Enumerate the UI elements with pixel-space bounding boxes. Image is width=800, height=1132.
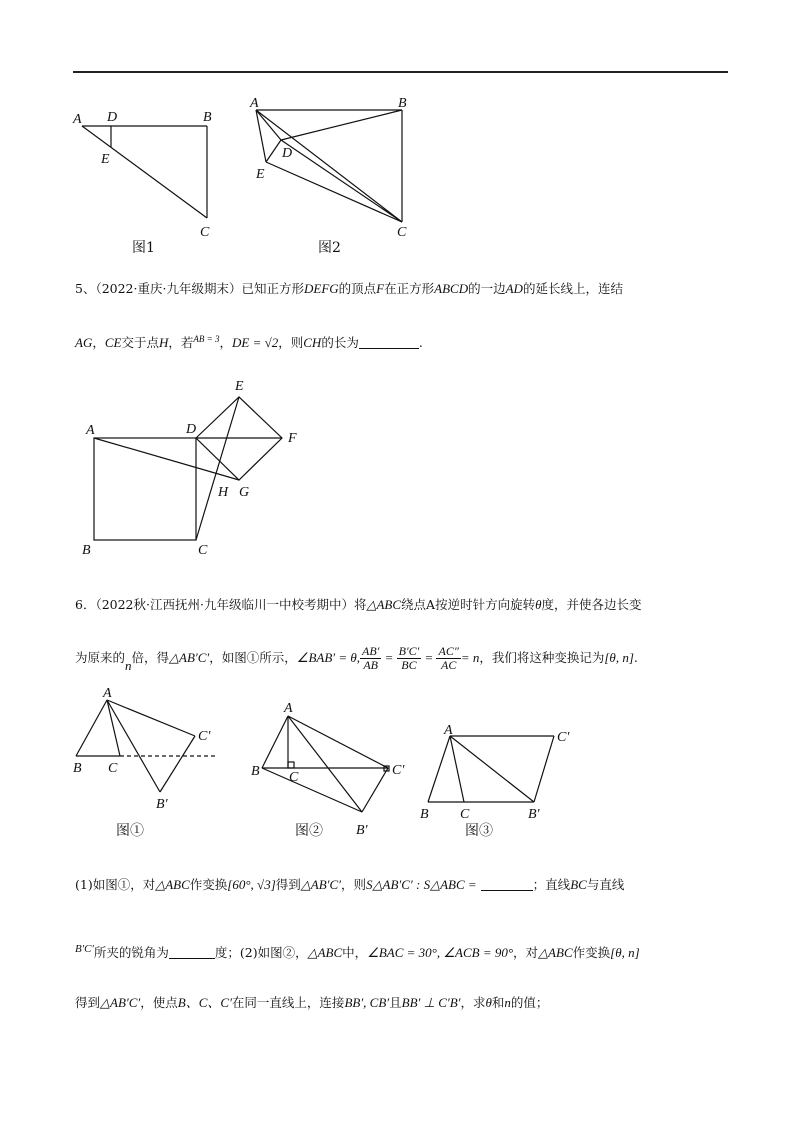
q6-angles: ∠BAC = 30°, ∠ACB = 90° xyxy=(367,945,514,960)
q6-math: B′C′ xyxy=(75,943,94,955)
figure-2 xyxy=(249,96,407,256)
q6-text: (1)如图①，对 xyxy=(75,877,156,892)
q6-frac-1 xyxy=(360,645,381,672)
q6-math: △ABC xyxy=(538,945,573,960)
q5-text: 在正方形 xyxy=(384,281,435,296)
q6f3-caption: 图③ xyxy=(465,823,493,839)
q5-math: ABCD xyxy=(434,281,469,296)
fig2-caption: 图2 xyxy=(318,240,341,256)
q5-label-h: H xyxy=(218,485,229,500)
q6-transform: [θ, n] xyxy=(610,945,640,960)
q5-label-c: C xyxy=(198,543,208,558)
q6-math: BC xyxy=(570,877,587,892)
q5-label-f: F xyxy=(288,431,297,446)
q6-text: . xyxy=(633,650,638,665)
q6-math: BB′, CB′ xyxy=(344,995,390,1010)
q5-label-e: E xyxy=(235,379,244,394)
q6-frac-3 xyxy=(436,645,460,672)
q5-text: ，若 xyxy=(168,335,194,350)
q6f1-label-b: B xyxy=(73,761,82,776)
q5-math: CE xyxy=(104,335,122,350)
q6-text: 且 xyxy=(389,995,402,1010)
q6f3-label-c: C xyxy=(460,807,470,822)
figure-1 xyxy=(72,110,212,256)
q6-part2-line xyxy=(75,994,548,1012)
q5-math: DEFG xyxy=(303,281,339,296)
frac-den: AB xyxy=(363,658,379,672)
q6-math: n xyxy=(125,658,132,673)
q5-text: ， xyxy=(92,335,105,350)
q5-text: 已知正方形 xyxy=(241,281,304,296)
q5-math: AG xyxy=(75,335,93,350)
q6-math: △ABC xyxy=(366,597,402,612)
q6-text: 作变换 xyxy=(572,945,611,960)
q6f1-label-c1: C′ xyxy=(198,729,211,744)
fig2-label-c: C xyxy=(397,225,407,240)
q6-text: 所夹的锐角为 xyxy=(93,945,169,960)
q6-text: 度；(2)如图②， xyxy=(214,945,308,960)
q6-text: 度，并使各边长变 xyxy=(541,597,642,612)
fig1-label-d: D xyxy=(107,110,118,125)
q5-math: H xyxy=(159,335,169,350)
q6-math: θ xyxy=(535,597,542,612)
q6-frac-2 xyxy=(397,645,422,672)
q6-text: ，我们将这种变换记为 xyxy=(479,650,605,665)
q6-source: （2022秋·江西抚州·九年级临川一中校考期中） xyxy=(95,597,354,612)
q6-text: ，如图①所示， xyxy=(209,650,297,665)
q5-math: AD xyxy=(505,281,523,296)
q6-text: ，则 xyxy=(341,877,367,892)
q6-math: △AB′C′ xyxy=(300,877,342,892)
q6-math: △ABC xyxy=(155,877,190,892)
q5-source: （2022·重庆·九年级期末） xyxy=(95,281,242,296)
q5-label-g: G xyxy=(239,485,250,500)
q5-text: 交于点 xyxy=(121,335,159,350)
figure-q5 xyxy=(82,379,297,558)
fig1-label-c: C xyxy=(200,225,210,240)
q5-text: 的延长线上，连结 xyxy=(522,281,623,296)
q6f2-caption: 图② xyxy=(295,823,323,839)
q6f2-label-a: A xyxy=(284,701,293,716)
q5-label-a: A xyxy=(86,423,95,438)
q6f3-label-a: A xyxy=(444,723,453,738)
q6-math: △AB′C′ xyxy=(100,995,141,1010)
q6-text: 在同一直线上，连接 xyxy=(231,995,345,1010)
q6-math: θ xyxy=(485,995,492,1010)
q6-text: 和 xyxy=(491,995,505,1010)
q6-answer-blank-1[interactable] xyxy=(481,878,533,891)
q6f3-label-b1: B′ xyxy=(528,807,540,822)
figure-q6-3 xyxy=(420,723,570,839)
q6-text: 与直线 xyxy=(586,877,625,892)
fig2-label-d: D xyxy=(282,146,293,161)
q6f2-label-b1: B′ xyxy=(356,823,368,838)
q6-text: 得到 xyxy=(75,995,101,1010)
fig2-label-a: A xyxy=(250,96,259,111)
q6f3-label-b: B xyxy=(420,807,429,822)
q6f2-label-b: B xyxy=(251,764,260,779)
q6-math: n xyxy=(504,995,511,1010)
q6-math: △AB′C′ xyxy=(169,650,210,665)
q5-line-1 xyxy=(75,280,623,298)
frac-num: AB′ xyxy=(362,644,380,658)
q6-text: 中， xyxy=(342,945,368,960)
q5-number: 5、 xyxy=(75,281,96,296)
q5-math: CH xyxy=(303,335,322,350)
q6f1-label-b1: B′ xyxy=(156,797,168,812)
q6-line-1 xyxy=(75,596,641,614)
q6-number: 6． xyxy=(75,597,96,612)
figure-q6-1 xyxy=(73,686,216,839)
fig2-label-e: E xyxy=(256,167,265,182)
q6f1-label-c: C xyxy=(108,761,118,776)
q5-ab-eq: AB = 3 xyxy=(193,334,220,344)
q6-answer-blank-2[interactable] xyxy=(169,946,215,959)
q6-math: BB′ ⊥ C′B′ xyxy=(401,995,461,1010)
q5-line-2 xyxy=(75,330,423,352)
frac-den: BC xyxy=(401,658,417,672)
q6-text: ，使点 xyxy=(140,995,178,1010)
q5-text: 的一边 xyxy=(468,281,506,296)
frac-num: AC″ xyxy=(438,644,459,658)
q6-text: 绕点A按逆时针方向旋转 xyxy=(401,597,536,612)
q5-text: 的顶点 xyxy=(338,281,377,296)
q6-text: 的值； xyxy=(510,995,549,1010)
q6f1-label-a: A xyxy=(103,686,112,701)
fig1-label-b: B xyxy=(203,110,212,125)
q6-part1-line-2 xyxy=(75,940,640,962)
q6f2-label-c1: C′ xyxy=(392,763,405,778)
q6f3-label-c1: C′ xyxy=(557,730,570,745)
q5-math: F xyxy=(376,281,385,296)
q6-ratio: S△AB′C′ : S△ABC = xyxy=(366,877,477,892)
frac-den: AC xyxy=(440,658,457,672)
q6-text: ，对 xyxy=(513,945,539,960)
q6-math: △ABC xyxy=(307,945,343,960)
q5-text: ，则 xyxy=(278,335,304,350)
figure-q6-2 xyxy=(251,701,405,839)
q5-text: . xyxy=(418,335,423,350)
q6-math: B、C、C′ xyxy=(177,995,232,1010)
fig1-label-a: A xyxy=(73,112,82,127)
q5-text: ， xyxy=(219,335,232,350)
q5-text: 的长为 xyxy=(321,335,359,350)
q6f1-caption: 图① xyxy=(116,823,144,839)
q6-part1-line-1 xyxy=(75,876,624,894)
q6f2-label-c: C xyxy=(289,770,299,785)
q6-text: 将 xyxy=(353,597,367,612)
frac-num: B′C′ xyxy=(398,644,420,658)
q6-text: 倍，得 xyxy=(131,650,170,665)
q5-label-d: D xyxy=(186,422,197,437)
q6-text: ；直线 xyxy=(532,877,571,892)
q6-line-2: 为原来的n倍，得△AB′C′，如图①所示，∠BAB′ = θ, $\frac{AB'}{AB}$ = $\frac{B'C'}{BC}$ = $\frac{AC''}{AC}$ = n，我们将这种变换记为[θ, n]. xyxy=(75,644,638,673)
q6-transform: [60°, √3] xyxy=(227,877,276,892)
q5-answer-blank[interactable] xyxy=(359,336,419,349)
q6-text: 作变换 xyxy=(189,877,228,892)
q6-angle: ∠BAB′ = θ, xyxy=(296,650,361,665)
q6-text: 为原来的 xyxy=(75,650,126,665)
q6-math: = n xyxy=(460,650,480,665)
fig1-caption: 图1 xyxy=(132,240,155,256)
q6-notation: [θ, n] xyxy=(604,650,634,665)
fig2-label-b: B xyxy=(398,96,407,111)
q5-de-eq: DE = √2 xyxy=(232,335,279,350)
q5-label-b: B xyxy=(82,543,91,558)
q6-text: ，求 xyxy=(460,995,486,1010)
q6-text: 得到 xyxy=(275,877,301,892)
fig1-label-e: E xyxy=(101,152,110,167)
